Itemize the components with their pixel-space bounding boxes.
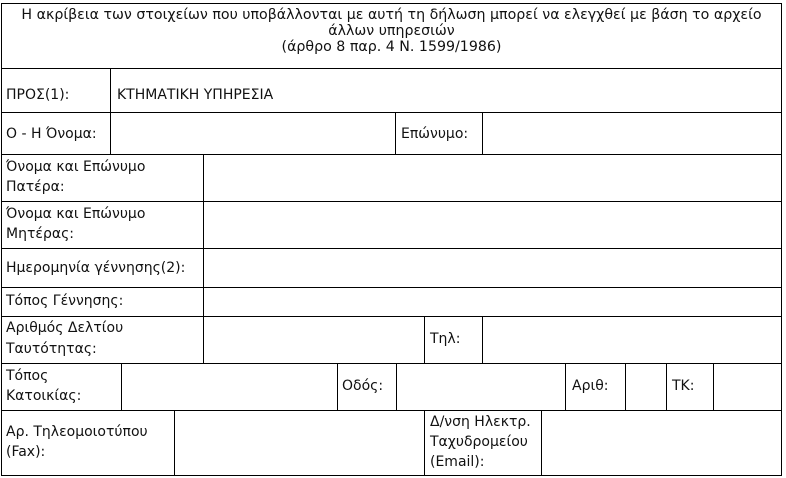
mother-name-input[interactable] xyxy=(204,202,781,248)
col-divider xyxy=(424,317,425,363)
notice-line-2: άλλων υπηρεσιών xyxy=(328,23,455,39)
email-label-line-2: Ταχυδρομείου xyxy=(430,434,528,450)
residence-label-line-1: Τόπος xyxy=(6,368,49,384)
birthplace-input[interactable] xyxy=(204,288,781,316)
residence-label-line-2: Κατοικίας: xyxy=(6,388,82,404)
fax-input[interactable] xyxy=(175,411,424,476)
notice-line-1: Η ακρίβεια των στοιχείων που υποβάλλονται με αυτή τη δήλωση μπορεί να ελεγχθεί με βάση το αρχείο xyxy=(21,7,762,23)
street-number-input[interactable] xyxy=(626,364,666,410)
residence-input[interactable] xyxy=(122,364,337,410)
father-name-input[interactable] xyxy=(204,155,781,201)
pros-value: ΚΤΗΜΑΤΙΚΗ ΥΠΗΡΕΣΙΑ xyxy=(117,87,274,103)
name-label: Ο - Η Όνομα: xyxy=(6,126,97,142)
father-label-line-2: Πατέρα: xyxy=(6,179,65,195)
surname-input[interactable] xyxy=(483,113,781,154)
col-divider xyxy=(565,364,566,410)
postcode-label: ΤΚ: xyxy=(672,378,695,394)
email-label-line-3: (Email): xyxy=(430,454,485,470)
col-divider xyxy=(666,364,667,410)
notice-line-3: (άρθρο 8 παρ. 4 Ν. 1599/1986) xyxy=(281,39,502,55)
fax-label-line-1: Αρ. Τηλεομοιοτύπου xyxy=(6,424,148,440)
birthplace-label: Τόπος Γέννησης: xyxy=(6,293,124,309)
col-divider xyxy=(395,113,396,154)
birthdate-label: Ημερομηνία γέννησης(2): xyxy=(6,260,186,276)
mother-label-line-1: Όνομα και Επώνυμο xyxy=(6,206,146,222)
phone-label: Τηλ: xyxy=(430,331,461,347)
declaration-form xyxy=(1,3,782,476)
col-divider xyxy=(424,411,425,476)
pros-label: ΠΡΟΣ(1): xyxy=(6,87,70,103)
id-label-line-1: Αριθμός Δελτίου xyxy=(6,320,124,336)
birthdate-input[interactable] xyxy=(204,249,781,287)
col-divider xyxy=(337,364,338,410)
email-label-line-1: Δ/νση Ηλεκτρ. xyxy=(430,414,531,430)
fax-label-line-2: (Fax): xyxy=(6,444,46,460)
street-input[interactable] xyxy=(397,364,565,410)
number-label: Αριθ: xyxy=(572,378,609,394)
name-input[interactable] xyxy=(111,113,395,154)
id-number-input[interactable] xyxy=(204,317,424,363)
phone-input[interactable] xyxy=(483,317,781,363)
street-label: Οδός: xyxy=(342,378,384,394)
surname-label: Επώνυμο: xyxy=(401,126,469,142)
accuracy-notice xyxy=(1,3,782,69)
father-label-line-1: Όνομα και Επώνυμο xyxy=(6,159,146,175)
mother-label-line-2: Μητέρας: xyxy=(6,226,74,242)
postcode-input[interactable] xyxy=(714,364,781,410)
id-label-line-2: Ταυτότητας: xyxy=(6,341,97,357)
email-input[interactable] xyxy=(542,411,781,476)
col-divider xyxy=(110,69,111,112)
